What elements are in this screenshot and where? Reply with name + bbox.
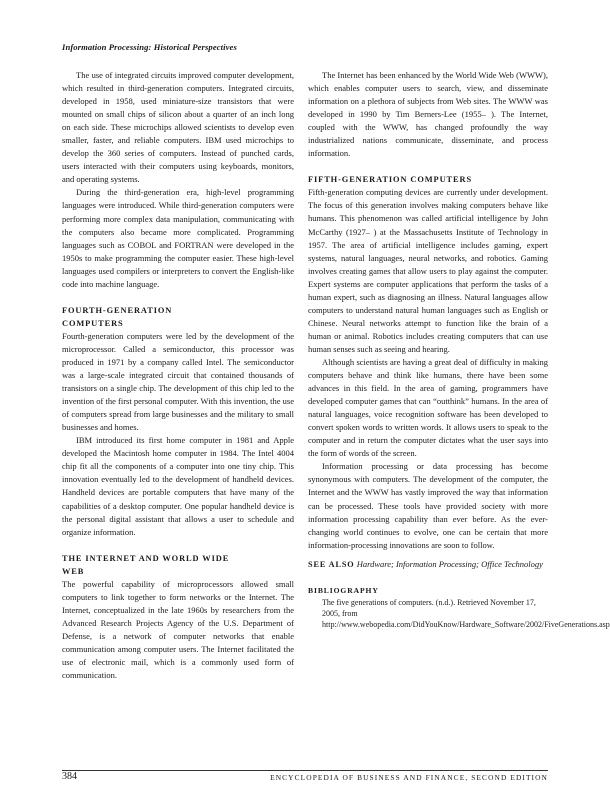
book-title: ENCYCLOPEDIA OF BUSINESS AND FINANCE, SECOND EDITION bbox=[270, 773, 548, 782]
page-number: 384 bbox=[62, 771, 77, 782]
paragraph-third-generation-languages: During the third-generation era, high-level programming languages were introduced. While third-generation computers were performing more complex data manipulation, communicating with the computers also became more complicated. Programming languages such as COBOL and FORTRAN were developed in the 1950s to make programming the computer easier. These high-level languages used compilers or interpreters to convert the English-like code into machine language. bbox=[62, 187, 294, 289]
see-also-links[interactable]: Hardware; Information Processing; Office Technology bbox=[356, 558, 543, 569]
heading-line-1: FOURTH-GENERATION bbox=[62, 305, 173, 315]
running-head: Information Processing: Historical Perspectives bbox=[62, 42, 237, 52]
heading-line-2: WEB bbox=[62, 566, 85, 576]
section-heading-internet-www bbox=[62, 552, 294, 578]
see-also-label: SEE ALSO bbox=[308, 559, 355, 569]
paragraph-information-processing: Information processing or data processing has become synonymous with computers. The development of the computer, the Internet and the WWW has vastly improved the way that information can be processed. These tools have provided society with more information processing capability than ever before. As the ever-changing world continues to evolve, one can be certain that more information-processing innovations are soon to follow. bbox=[308, 461, 548, 550]
see-also bbox=[308, 558, 548, 571]
right-column bbox=[308, 69, 610, 631]
footer-rule bbox=[62, 770, 548, 771]
paragraph-microprocessor: Fourth-generation computers were led by the development of the microprocessor. Called a semiconductor, this processor was produced in 1971 by a company called Intel. The semiconductor was a large-scale integrated circuit that contained thousands of transistors on a single chip. The development of this chip led to the invention of the first personal computer. With this invention, the use of computers spread from large businesses and the military to small businesses and homes. bbox=[62, 330, 294, 433]
paragraph-advances: Although scientists are having a great deal of difficulty in making computers behave and think like humans, there have been some advances in this field. In the area of gaming, programmers have developed computer games that can “outthink” humans. In the area of natural languages, voice recognition software has been developed to convert spoken words to written words. It allows users to speak to the computer and in return the computer dictates what the user says into the form of words of the screen. bbox=[308, 356, 548, 459]
heading-line-2: COMPUTERS bbox=[62, 318, 124, 328]
paragraph-artificial-intelligence: Fifth-generation computing devices are currently under development. The focus of this generation involves making computers behave like humans. This phenomenon was called artificial intelligence by John McCarthy (1927– ) at the Massachusetts Institute of Technology in 1957. The area of artificial intelligence includes gaming, expert systems, natural languages, neural networks, and robotics. Gaming involves creating games that allow users to play against the computer. Expert systems are computer applications that perform the tasks of a human expert, such as diagnosing an illness. Natural languages allow computers to understand natural human languages such as English or Chinese. Neural networks attempt to function like the brain of a human or animal. Robotics includes creating computers that can use human senses such as seeing and hearing. bbox=[308, 187, 548, 354]
paragraph-integrated-circuits: The use of integrated circuits improved computer development, which resulted in third-generation computers. Integrated circuits, developed in 1958, used miniature-size transistors that were mounted on small chips of silicon about a quarter of an inch long on each side. These microchips allowed scientists to develop even smaller, faster, and reliable computers. IBM used microchips to develop the 360 series of computers. Instead of punched cards, users interacted with their computers using keyboards, monitors, and operating systems. bbox=[62, 70, 294, 185]
heading-line-1: THE INTERNET AND WORLD WIDE bbox=[62, 553, 230, 563]
paragraph-internet: The powerful capability of microprocessors allowed small computers to link together to form networks or the Internet. The Internet, conceptualized in the late 1960s by researchers from the Advanced Research Projects Agency of the U.S. Department of Defense, is a network of computer networks that enable communication among computer users. The Internet facilitated the use of electronic mail, which is a commonly used form of communication. bbox=[62, 578, 294, 681]
paragraph-home-computers: IBM introduced its first home computer in 1981 and Apple developed the Macintosh home computer in 1984. The Intel 4004 chip fit all the components of a computer into one tiny chip. This innovation eventually led to the development of handheld devices. Handheld devices are portable computers that have many of the capabilities of a desktop computer. One popular handheld device is the personal digital assistant that allows a user to schedule and organize information. bbox=[62, 435, 294, 537]
bibliography-entry: The five generations of computers. (n.d.). Retrieved November 17, 2005, from http://www.webopedia.com/DidYouKnow/Hardware_Software/2002/FiveGenerations.asp bbox=[322, 597, 610, 630]
section-heading-fifth-generation: FIFTH-GENERATION COMPUTERS bbox=[308, 175, 472, 185]
bibliography-heading: BIBLIOGRAPHY bbox=[308, 585, 379, 595]
left-column bbox=[62, 69, 294, 682]
section-heading-fourth-generation bbox=[62, 304, 294, 330]
paragraph-world-wide-web: The Internet has been enhanced by the World Wide Web (WWW), which enables computer users to search, view, and disseminate information on a plethora of subjects from Web sites. The WWW was developed in 1990 by Tim Berners-Lee (1955– ). The Internet, coupled with the WWW, has changed profoundly the way industrialized nations communicate, disseminate, and process information. bbox=[308, 70, 548, 159]
